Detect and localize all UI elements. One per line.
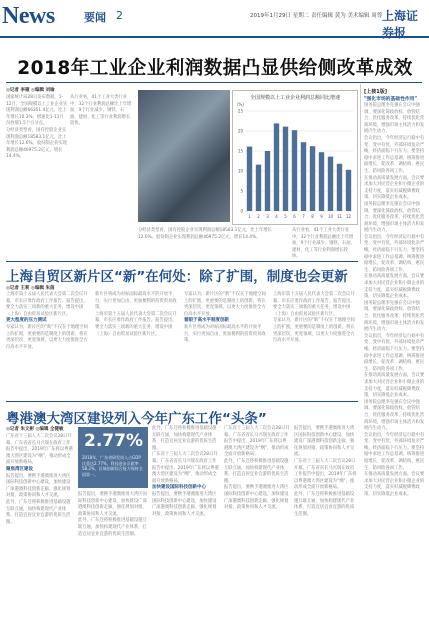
story3-paragraph: 此外，广东还将积极推进基础设施互联互通，加快构建现代产业体系，打造宜居宜业宜游的优质生活圈。 (294, 491, 355, 517)
lead-paragraph: 从行业看，41个工业大类行业中，32个行业利润总额比上年增加，9个行业减少。钢铁、石油、建材、化工等行业利润增长较快。 (292, 228, 355, 260)
chart-bar (274, 123, 279, 211)
lead-column-1 (6, 95, 68, 245)
sidebar-paragraph: 国务院总理李克强在会议中强调，要深化简政放权、放管结合、优化服务改革，持续优化营商环境，增强市场主体活力和发展内生动力。 (364, 300, 425, 333)
chart-bar (292, 130, 297, 211)
chart-x-tick: 3 (266, 214, 269, 219)
story2-paragraph: 上海市第十五届人民代表大会第二次会议开幕，市长应勇作政府工作报告。报告提出，要全力落实三项新的重大任务，增设中国（上海）自由贸易试验区新片区。 (6, 292, 88, 317)
chart-y-tick: 10 (237, 168, 243, 174)
story3-paragraph: 此外，广东还将积极推进基础设施互联互通，加快构建现代产业体系，打造宜居宜业宜游的优质生活圈。 (224, 458, 289, 484)
chart-x-tick: 10 (327, 214, 334, 219)
sidebar-rule (360, 84, 361, 244)
story2-rule (6, 261, 358, 262)
chart-x-tick: 9 (320, 214, 323, 219)
story3-paragraph: 报告提出，要携手港澳推进大湾区国际科技创新中心建设，加快建设广深港澳科技创新走廊，强化规划对接、政策协同和人才交流。 (78, 492, 147, 517)
story3-rule (6, 401, 358, 402)
story2-paragraph: 新片区将成为对标国际最高水平的开放平台，实行更加自由、更加便利的投资贸易政策。 (184, 324, 266, 344)
paper-logo: 上海证券报 (382, 9, 419, 40)
story3-paragraph: 报告提出，要携手港澳推进大湾区国际科技创新中心建设，加快建设广深港澳科技创新走廊，强化规划对接、政策协同和人才交流。 (152, 491, 217, 517)
story2-column-4 (273, 292, 358, 396)
story2-paragraph: 专家认为，新片区的“新”不仅在于地理空间上的扩围，更重要的是制度上的创新，将在更深层次、更宽领域，以更大力度推进全方位高水平开放。 (6, 324, 88, 350)
story3-byline: ◎记者 朱文彬 ◎编辑 全健敏 (6, 427, 64, 432)
chart-plot (233, 105, 357, 223)
headline-rule (6, 82, 422, 83)
chart-x-tick: 4 (275, 214, 278, 219)
chart-x-tick: 6 (293, 214, 296, 219)
story3-paragraph: 广东省十三届人大二次会议28日开幕。广东省省长马兴瑞在政府工作报告中提出，2019年广东将以粤港澳大湾区建设为“纲”，推动形成全面开放新格局。 (224, 426, 290, 458)
chart-bar (265, 151, 270, 211)
stat-box (78, 427, 148, 488)
sidebar-paragraph: 会议指出，今年经济运行稳中有变、变中有忧，外部环境复杂严峻，经济面临下行压力。要坚持稳中求进工作总基调，统筹推进稳增长、促改革、调结构、惠民生、防风险各项工作。 (364, 135, 425, 174)
story3-paragraph: 广东省十三届人大二次会议28日开幕。广东省省长马兴瑞在政府工作报告中提出，2019年广东将以粤港澳大湾区建设为“纲”，推动形成全面开放新格局。 (152, 452, 219, 484)
sidebar-paragraph: 会议指出，今年经济运行稳中有变、变中有忧，外部环境复杂严峻，经济面临下行压力。要坚持稳中求进工作总基调，统筹推进稳增长、促改革、调结构、惠民生、防风险各项工作。 (364, 432, 425, 471)
sidebar-paragraph: 在推动高质量发展方面，会议要求加大对民营企业和小微企业的支持力度，落实好减税降费政策，切实降低企业成本。 (364, 175, 425, 201)
chart-bar (301, 142, 306, 211)
lead-photo (138, 90, 230, 222)
chart-x-tick: 12 (345, 214, 352, 219)
chart-x-tick: 8 (311, 214, 314, 219)
lead-headline: 2018年工业企业利润数据凸显供给侧改革成效 (17, 58, 413, 79)
story2-column-1 (6, 292, 91, 396)
chart-y-tick: 25 (237, 108, 243, 114)
lead-column-4 (292, 228, 356, 260)
chart-x-tick: 7 (302, 214, 305, 219)
chart-bar (346, 170, 351, 211)
story3-paragraph: 报告提出，要携手港澳推进大湾区国际科技创新中心建设，加快建设广深港澳科技创新走廊，强化规划对接、政策协同和人才交流。 (294, 426, 355, 458)
lead-column-3 (138, 228, 288, 254)
story3-subhead: 加快建设国际科技创新中心 (152, 485, 206, 491)
sidebar-paragraph: 国务院总理李克强在会议中强调，要深化简政放权、放管结合、优化服务改革，持续优化营商环境，增强市场主体活力和发展内生动力。 (364, 201, 425, 234)
chart-y-tick: 20 (237, 128, 243, 134)
story3-column-4 (224, 426, 290, 622)
sidebar-paragraph: 在推动高质量发展方面，会议要求加大对民营企业和小微企业的支持力度，落实好减税降费政策，切实降低企业成本。 (364, 274, 425, 300)
story3-subhead: 聚焦湾区建设 (6, 466, 33, 472)
story3-paragraph: 此外，广东还将积极推进基础设施互联互通，加快构建现代产业体系，打造宜居宜业宜游的优质生活圈。 (6, 499, 71, 525)
chart-bar (337, 164, 342, 211)
chart-x-tick: 11 (336, 214, 343, 219)
lead-paragraph: 分经济类型看，国有控股企业实现利润总额18583.1亿元，比上年增长12.6%。股份制企业实现利润总额46975.2亿元，增长14.4%。 (138, 228, 272, 240)
story2-column-3 (184, 292, 269, 396)
chart-y-tick: 5 (240, 188, 243, 194)
story2-subhead: 更大程度的压力测试 (6, 318, 47, 324)
story2-paragraph: 上海市第十五届人民代表大会第二次会议开幕，市长应勇作政府工作报告。报告提出，要全力落实三项新的重大任务，增设中国（上海）自由贸易试验区新片区。 (273, 292, 355, 317)
sidebar-paragraph: 在推动高质量发展方面，会议要求加大对民营企业和小微企业的支持力度，落实好减税降费政策，切实降低企业成本。 (364, 373, 425, 399)
story3-headline: 粤港澳大湾区建设列入今年广东工作“头条” (6, 411, 267, 427)
story2-paragraph: 专家认为，新片区的“新”不仅在于地理空间上的扩围，更重要的是制度上的创新，将在更深层次、更宽领域，以更大力度推进全方位高水平开放。 (184, 292, 266, 317)
chart-bar (247, 147, 252, 211)
stat-text: 2018年，广东省研发投入占GDP比重达2.77%，科技进步贡献率58.2%，区域创新综合能力保持全国第一。 (82, 455, 143, 477)
story3-paragraph: 广东省十三届人大二次会议28日开幕。广东省省长马兴瑞在政府工作报告中提出，2019年广东将以粤港澳大湾区建设为“纲”，推动形成全面开放新格局。 (6, 434, 73, 466)
lead-column-2 (70, 95, 132, 245)
story3-column-3 (152, 426, 220, 622)
sidebar-paragraph: 会议指出，今年经济运行稳中有变、变中有忧，外部环境复杂严峻，经济面临下行压力。要坚持稳中求进工作总基调，统筹推进稳增长、促改革、调结构、惠民生、防风险各项工作。 (364, 333, 425, 372)
sidebar-tag: [上接1版] (364, 89, 388, 95)
sidebar-paragraph: 国务院总理李克强在会议中强调，要深化简政放权、放管结合、优化服务改革，持续优化营商环境，增强市场主体活力和发展内生动力。 (364, 399, 425, 432)
chart-x-tick: 1 (248, 214, 251, 219)
lead-byline: ◎记者 李雁 ◎编辑 刘瑜 (6, 88, 55, 93)
story3-paragraph: 此外，广东还将积极推进基础设施互联互通，加快构建现代产业体系，打造宜居宜业宜游的优质生活圈。 (78, 518, 147, 537)
page-number: 2 (116, 9, 123, 22)
stat-value: 2.77% (84, 431, 143, 451)
story3-paragraph: 报告提出，要携手港澳推进大湾区国际科技创新中心建设，加快建设广深港澳科技创新走廊，强化规划对接、政策协同和人才交流。 (6, 473, 71, 499)
chart-y-tick: 15 (237, 148, 243, 154)
profit-chart (232, 90, 358, 225)
chart-bar (256, 165, 261, 211)
story2-paragraph: 新片区将成为对标国际最高水平的开放平台，实行更加自由、更加便利的投资贸易政策。 (95, 292, 177, 311)
story3-column-1 (6, 434, 74, 622)
story2-subhead: 着眼于高水平制度创新 (184, 318, 229, 324)
story3-paragraph: 此外，广东还将积极推进基础设施互联互通，加快构建现代产业体系，打造宜居宜业宜游的优质生活圈。 (152, 426, 217, 451)
sidebar-paragraph: 在推动高质量发展方面，会议要求加大对民营企业和小微企业的支持力度，落实好减税降费政策，切实降低企业成本。 (364, 472, 425, 498)
brand-label: News (2, 3, 55, 29)
date-line: 2019年1月29日 星期二 责任编辑 黄为 美术编辑 周尊 (250, 13, 383, 19)
chart-bar (328, 157, 333, 211)
lead-paragraph: 国家统计局28日发布数据，1-12月，全国规模以上工业企业实现利润总额66351.4亿元，比上年增长10.3%，增速比1-11月份放缓1.5个百分点。 (6, 95, 68, 127)
story3-column-5 (294, 426, 358, 622)
chart-bar (319, 152, 324, 211)
sidebar-paragraph: 国务院总理李克强在会议中强调，要深化简政放权、放管结合、优化服务改革，持续优化营商环境，增强市场主体活力和发展内生动力。 (364, 103, 425, 135)
masthead (0, 0, 429, 38)
chart-bar (283, 127, 288, 211)
lead-paragraph: 分经济类型看，国有控股企业实现利润总额18583.1亿元，比上年增长12.6%。股份制企业实现利润总额46975.2亿元，增长14.4%。 (6, 127, 67, 160)
story2-paragraph: 上海市第十五届人民代表大会第二次会议开幕，市长应勇作政府工作报告。报告提出，要全力落实三项新的重大任务，增设中国（上海）自由贸易试验区新片区。 (95, 311, 177, 337)
chart-title: 全国规模以上工业企业利润总额同比增速 (249, 95, 340, 101)
sidebar-column (364, 103, 426, 623)
story3-paragraph: 广东省十三届人大二次会议28日开幕。广东省省长马兴瑞在政府工作报告中提出，2019年广东将以粤港澳大湾区建设为“纲”，推动形成全面开放新格局。 (294, 458, 357, 491)
lead-paragraph: 从行业看，41个工业大类行业中，32个行业利润总额比上年增加，9个行业减少。钢铁、石油、建材、化工等行业利润增长较快。 (70, 95, 132, 127)
chart-y-tick: 0 (240, 208, 243, 214)
story3-column-2 (78, 492, 148, 622)
story2-headline: 上海自贸区新片区“新”在何处：除了扩围，制度也会更新 (6, 269, 348, 285)
story2-column-2 (95, 292, 180, 396)
story2-paragraph: 专家认为，新片区的“新”不仅在于地理空间上的扩围，更重要的是制度上的创新，将在更深层次、更宽领域，以更大力度推进全方位高水平开放。 (273, 318, 355, 344)
chart-x-tick: 2 (257, 214, 260, 219)
story3-paragraph: 报告提出，要携手港澳推进大湾区国际科技创新中心建设，加快建设广深港澳科技创新走廊，强化规划对接、政策协同和人才交流。 (224, 485, 289, 511)
story2-byline: ◎记者 王莉 ◎编辑 朱茵 (6, 286, 55, 291)
section-label: 要闻 (84, 11, 106, 24)
chart-bar (310, 146, 315, 211)
sidebar-paragraph: 会议指出，今年经济运行稳中有变、变中有忧，外部环境复杂严峻，经济面临下行压力。要坚持稳中求进工作总基调，统筹推进稳增长、促改革、调结构、惠民生、防风险各项工作。 (364, 234, 425, 273)
sidebar-heading: "强化市场的基础性作用" (364, 97, 417, 102)
chart-x-tick: 5 (284, 214, 287, 219)
chart-unit: (%) (237, 102, 244, 107)
